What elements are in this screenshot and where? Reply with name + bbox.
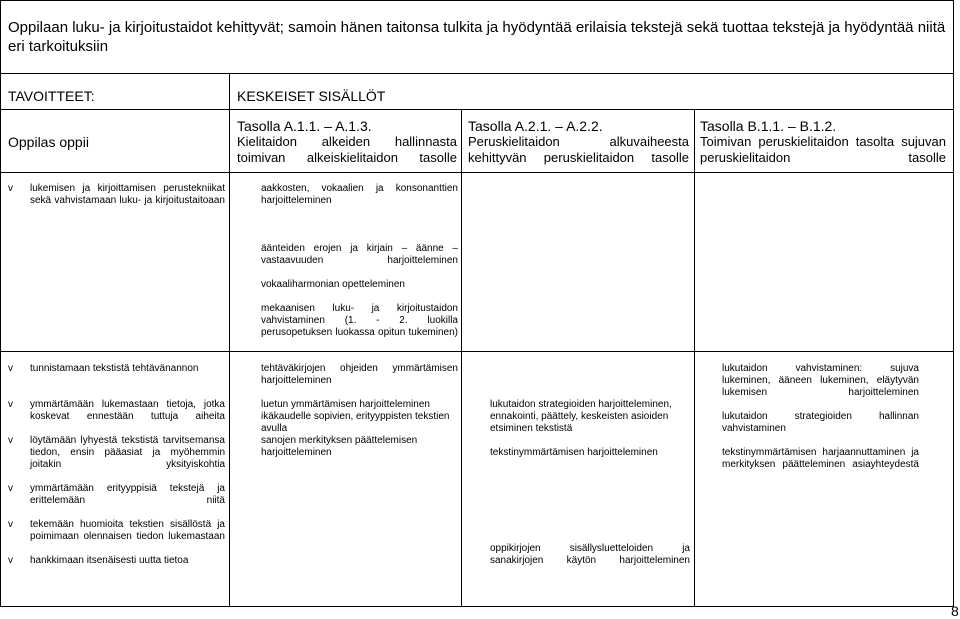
content-text-comprehension: tekstinymmärtämisen harjoitteleminen: [490, 447, 658, 458]
pupil-learns-label: Oppilas oppii: [8, 134, 89, 150]
level-b1-ref: Tasolla B.1.1. – B.1.2.: [700, 118, 837, 134]
goal-understanding: ymmärtämään lukemastaan tietoja, jotka koskevat ennestään tuttuja aiheita: [30, 399, 228, 422]
content-reading-strategies: lukutaidon strategioiden harjoitteleminen, ennakointi, päättely, keskeisten asioiden etsiminen tekstistä: [490, 399, 675, 434]
content-reading-comprehension: luetun ymmärtämisen harjoitteleminen ikäkaudelle sopivien, erityyppisten tekstien avulla: [261, 399, 453, 434]
bullet-marker: v: [8, 183, 13, 194]
page-title: Oppilaan luku- ja kirjoitustaidot kehittyvät; samoin hänen taitonsa tulkita ja hyödyntää erilaisia tekstejä sekä tuottaa tekstejä ja hyödyntää niitä eri tarkoituksiin: [8, 19, 950, 55]
level-a1-desc: Kielitaidon alkeiden hallinnasta toimivan alkeiskielitaidon tasolle: [237, 134, 461, 165]
table-border-right: [953, 0, 954, 607]
bullet-marker: v: [8, 435, 13, 446]
goal-new-information: hankkimaan itsenäisesti uutta tietoa: [30, 555, 189, 566]
table-border-top: [0, 0, 954, 1]
level-a2-desc: Peruskielitaidon alkuvaiheesta kehittyvän peruskielitaidon tasolle: [468, 134, 693, 165]
content-phonemes: äänteiden erojen ja kirjain – äänne – vastaavuuden harjoitteleminen: [261, 243, 461, 266]
content-strategy-mastery: lukutaidon strategioiden hallinnan vahvistaminen: [722, 411, 922, 434]
content-word-meaning: sanojen merkityksen päättelemisen harjoitteleminen: [261, 435, 420, 458]
table-border-left: [0, 0, 1, 607]
goal-text-types: ymmärtämään erityyppisiä tekstejä ja erittelemään niitä: [30, 483, 228, 506]
content-text-inference: tekstinymmärtämisen harjaannuttaminen ja merkityksen päätteleminen asiayhteydestä: [722, 447, 922, 470]
goal-reading-basics: lukemisen ja kirjoittamisen perustekniikat sekä vahvistamaan luku- ja kirjoitustaitoaan: [30, 183, 228, 206]
page-number: 8: [951, 603, 959, 619]
content-mechanical-reading: mekaanisen luku- ja kirjoitustaidon vahvistaminen (1. - 2. luokilla perusopetuksen luokassa opitun tukeminen): [261, 303, 461, 338]
bullet-marker: v: [8, 483, 13, 494]
goals-heading: TAVOITTEET:: [8, 88, 95, 104]
bullet-marker: v: [8, 363, 13, 374]
rule-header-bottom: [0, 109, 954, 110]
goal-observations: tekemään huomioita tekstien sisällöstä ja poimimaan olennaisen tiedon lukemastaan: [30, 519, 228, 542]
rule-section1-bottom: [0, 351, 954, 352]
col-divider-1: [229, 73, 230, 607]
bullet-marker: v: [8, 555, 13, 566]
rule-levels-bottom: [0, 172, 954, 173]
level-a2-ref: Tasolla A.2.1. – A.2.2.: [468, 118, 603, 134]
content-textbook-usage: oppikirjojen sisällysluetteloiden ja sanakirjojen käytön harjoitteleminen: [490, 543, 693, 566]
goal-task-recognition: tunnistamaan tekstistä tehtävänannon: [30, 363, 199, 374]
content-reading-fluency: lukutaidon vahvistaminen: sujuva lukeminen, ääneen lukeminen, eläytyvän lukemisen harjoitteleminen: [722, 363, 922, 398]
bullet-marker: v: [8, 519, 13, 530]
contents-heading: KESKEISET SISÄLLÖT: [237, 88, 386, 104]
content-workbook-instructions: tehtäväkirjojen ohjeiden ymmärtämisen harjoitteleminen: [261, 363, 461, 386]
content-alphabet: aakkosten, vokaalien ja konsonanttien harjoitteleminen: [261, 183, 461, 206]
col-divider-2: [461, 109, 462, 607]
col-divider-3: [694, 109, 695, 607]
table-border-bottom: [0, 606, 954, 607]
bullet-marker: v: [8, 399, 13, 410]
level-a1-ref: Tasolla A.1.1. – A.1.3.: [237, 118, 372, 134]
content-vowel-harmony: vokaaliharmonian opetteleminen: [261, 279, 405, 290]
rule-title-bottom: [0, 73, 954, 74]
level-b1-desc: Toimivan peruskielitaidon tasolta sujuvan peruskielitaidon tasolle: [700, 134, 950, 165]
goal-finding-information: löytämään lyhyestä tekstistä tarvitsemansa tiedon, ensin pääasiat ja myöhemmin joitakin yksityiskohtia: [30, 435, 228, 470]
